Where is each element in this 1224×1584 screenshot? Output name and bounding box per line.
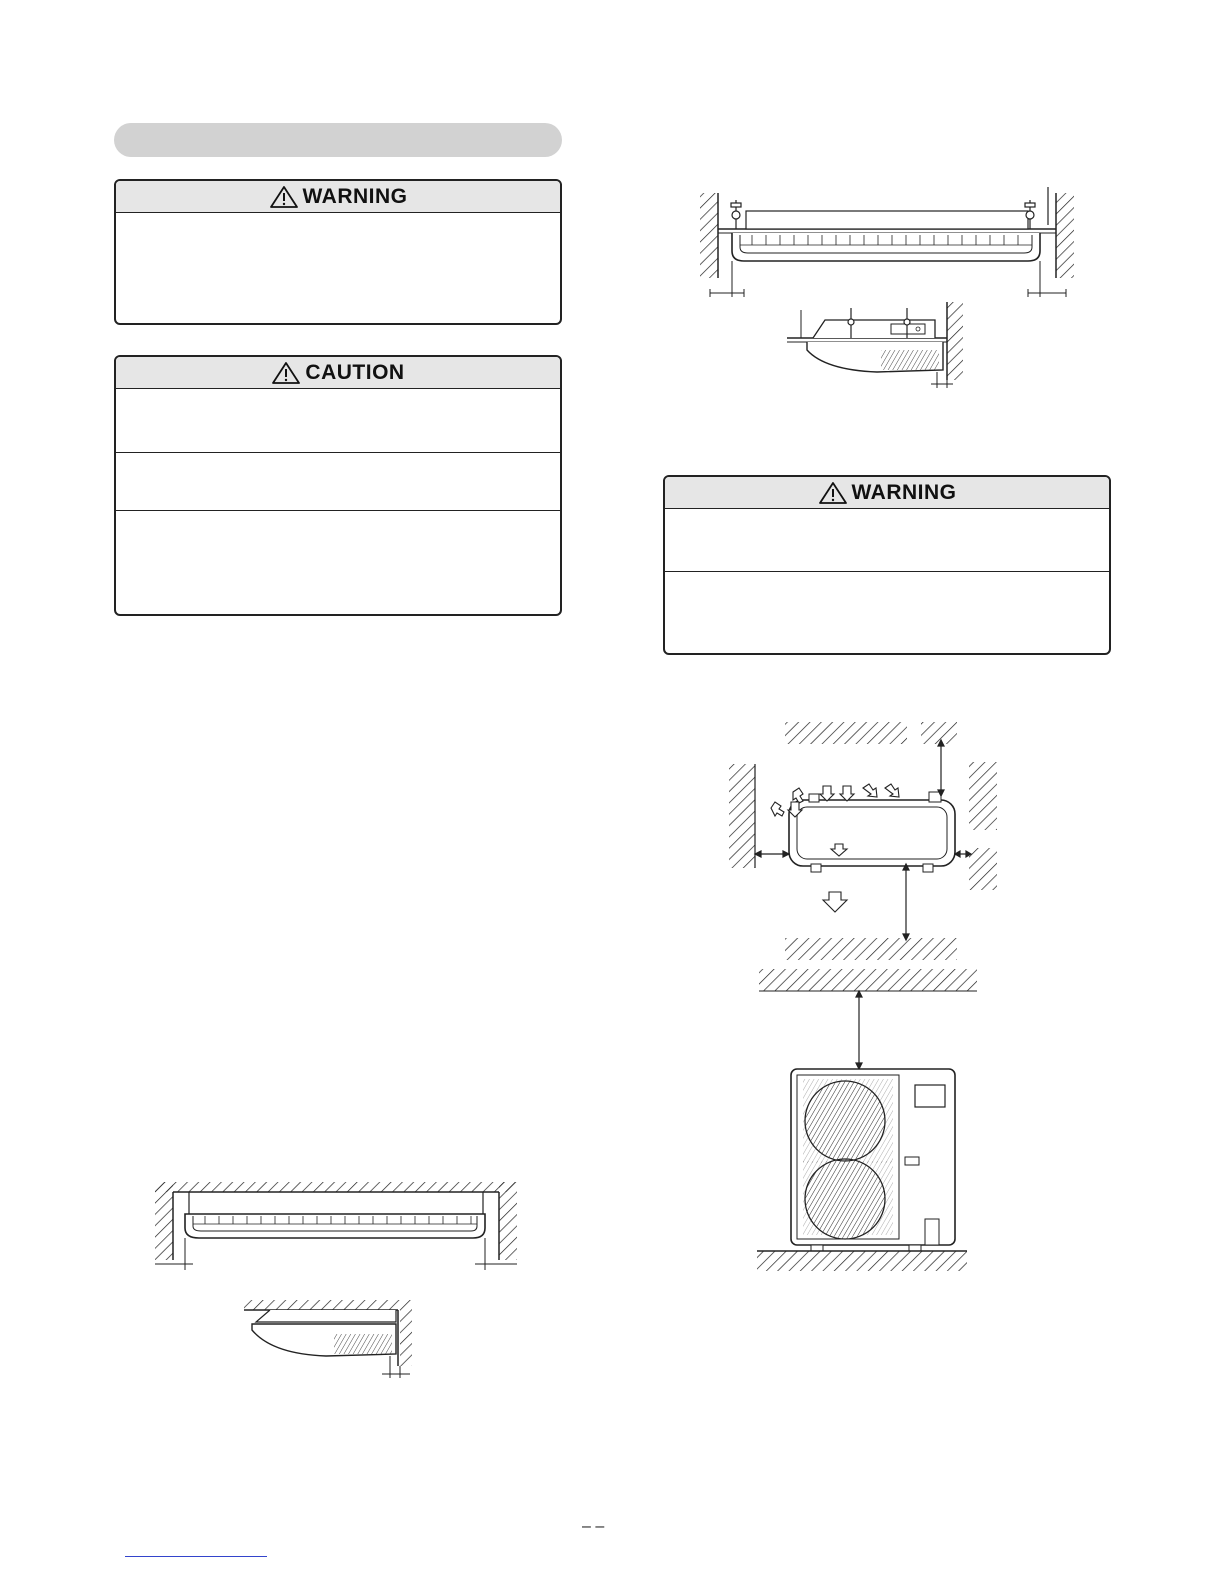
warning-triangle-icon	[818, 481, 848, 505]
ceiling-unit-side-diagram	[785, 300, 965, 392]
caution-box-title: CAUTION	[305, 360, 405, 384]
page-number: – –	[582, 1518, 605, 1535]
section-header-bar	[114, 123, 562, 157]
warning-triangle-icon	[269, 185, 299, 209]
outdoor-unit-front-clearance-diagram	[755, 965, 980, 1275]
caution-row-3	[116, 511, 560, 611]
caution-row-1	[116, 389, 560, 453]
caution-row-2	[116, 453, 560, 511]
caution-box-header	[116, 357, 560, 389]
warning-box-1-header	[116, 181, 560, 213]
caution-box	[114, 355, 562, 616]
warning-box-1-title: WARNING	[302, 184, 408, 208]
ceiling-unit-front-diagram-2	[155, 1180, 525, 1272]
outdoor-unit-top-clearance-diagram	[725, 716, 1005, 966]
warning-box-1	[114, 179, 562, 325]
ceiling-unit-front-diagram	[700, 185, 1080, 300]
warning-box-2	[663, 475, 1111, 655]
warning-box-2-row-1	[665, 509, 1109, 572]
ceiling-unit-side-diagram-2	[242, 1298, 414, 1380]
warning-triangle-icon	[271, 361, 301, 385]
warning-box-2-header	[665, 477, 1109, 509]
warning-box-2-row-2	[665, 572, 1109, 652]
warning-box-2-title: WARNING	[851, 480, 957, 504]
warning-box-1-body	[116, 213, 560, 323]
footer-link-underline[interactable]	[125, 1556, 267, 1557]
